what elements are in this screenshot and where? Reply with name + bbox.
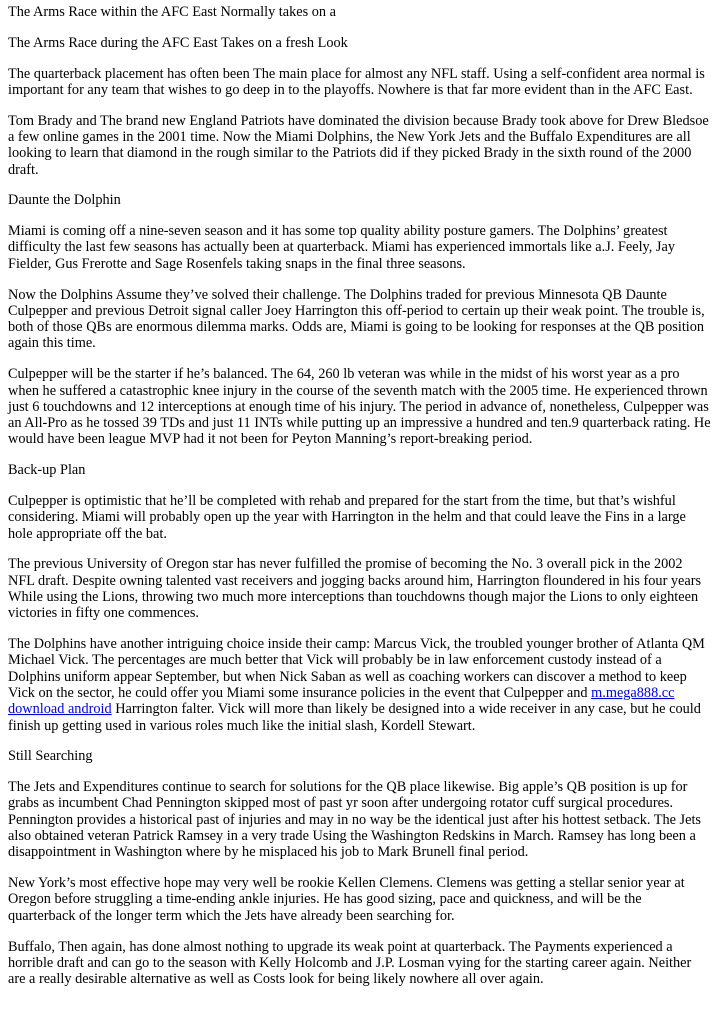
inline-link[interactable]: m.mega888.cc download android bbox=[8, 685, 675, 718]
paragraph-vick bbox=[8, 636, 712, 734]
section-heading-dolphin: Daunte the Dolphin bbox=[8, 192, 121, 209]
paragraph-brady: Tom Brady and The brand new England Patriots have dominated the division because Brady took above for Drew Bledsoe a few online games in the 2001 time. Now the Miami Dolphins, the New York Jets and the Buffalo Expenditures are all looking to learn that diamond in the rough similar to the Patriots did if they picked Brady in the sixth round of the 2000 draft. bbox=[8, 112, 709, 178]
paragraph-jets: The Jets and Expenditures continue to search for solutions for the QB place likewise. Big apple’s QB position is up for grabs as incumbent Chad Pennington skipped most of past yr soon after undergoing rotator cuff surgical procedures. Pennington provides a historical past of injuries and may in no way be the identical just after his hottest setback. The Jets also obtained veteran Patrick Ramsey in a very trade Using the Washington Redskins in March. Ramsey has long been a disappointment in Washington where by he misplaced his job to Mark Brunell final period. bbox=[8, 779, 701, 861]
section-heading-backup: Back-up Plan bbox=[8, 462, 86, 479]
paragraph-miami: Miami is coming off a nine-seven season and it has some top quality ability posture gamers. The Dolphins’ greatest difficulty the last few seasons has actually been at quarterback. Miami has experienced immortals like a.J. Feely, Jay Fielder, Gus Frerotte and Sage Rosenfels taking snaps in the final three seasons. bbox=[8, 223, 675, 272]
section-heading-searching: Still Searching bbox=[8, 748, 93, 765]
paragraph-vick-text-before: The Dolphins have another intriguing choice inside their camp: Marcus Vick, the troubled younger brother of Atlanta QM Michael Vick. The percentages are much better that Vick will probably be in law enforcement custody instead of a Dolphins uniform appear September, but when Nick Saban as well as coaching workers can discover a method to keep Vick on the sector, he could offer you Miami some insurance policies in the event that Culpepper and bbox=[8, 636, 705, 701]
paragraph-intro: The quarterback placement has often been The main place for almost any NFL staff. Using a self-confident area normal is important for any team that wishes to go deep in to the playoffs. Nowhere is that far more evident than in the AFC East. bbox=[8, 65, 705, 98]
paragraph-rehab: Culpepper is optimistic that he’ll be completed with rehab and prepared for the start from the time, but that’s wishful considering. Miami will probably open up the year with Harrington in the helm and that could leave the Fins in a large hole appropriate off the bat. bbox=[8, 493, 686, 542]
article bbox=[8, 4, 712, 987]
article-title-2: The Arms Race during the AFC East Takes on a fresh Look bbox=[8, 34, 348, 51]
paragraph-harrington: The previous University of Oregon star has never fulfilled the promise of becoming the No. 3 overall pick in the 2002 NFL draft. Despite owning talented vast receivers and jogging backs around him, Harrington floundered in his four years While using the Lions, throwing two much more interceptions than touchdowns though major the Lions to only eighteen victories in fifty one commences. bbox=[8, 556, 702, 622]
paragraph-culpepper: Culpepper will be the starter if he’s balanced. The 64, 260 lb veteran was while in the midst of his worst year as a pro when he suffered a catastrophic knee injury in the course of the seventh match with the 2005 time. He experienced thrown just 6 touchdowns and 12 interceptions at enough time of his injury. The period in advance of, nonetheless, Culpepper was an All-Pro as he tossed 39 TDs and just 11 INTs while putting up an impressive a hundred and ten.9 quarterback rating. He would have been league MVP had it not been for Peyton Manning’s report-breaking period. bbox=[8, 366, 711, 448]
article-title-1: The Arms Race within the AFC East Normally takes on a bbox=[8, 4, 336, 20]
paragraph-trade: Now the Dolphins Assume they’ve solved their challenge. The Dolphins traded for previous Minnesota QB Daunte Culpepper and previous Detroit signal caller Joey Harrington this off-period to certain up their weak point. The trouble is, both of those QBs are enormous dilemma marks. Odds are, Miami is going to be looking for responses at the QB position again this time. bbox=[8, 286, 705, 352]
paragraph-buffalo: Buffalo, Then again, has done almost nothing to upgrade its weak point at quarterback. The Payments experienced a horrible draft and can go to the season with Kelly Holcomb and J.P. Losman vying for the starting career again. Neither are a really desirable alternative as well as Costs look for being likely nowhere all over again. bbox=[8, 938, 692, 988]
paragraph-clemens: New York’s most effective hope may very well be rookie Kellen Clemens. Clemens was getting a stellar senior year at Oregon before struggling a time-ending ankle injuries. He has good sizing, pace and quickness, and will be the quarterback of the longer term which the Jets have already been searching for. bbox=[8, 875, 685, 924]
paragraph-vick-text-after: Harrington falter. Vick will more than likely be designed into a wide receiver in any case, but he could finish up getting used in various roles much like the initial slash, Kordell Stewart. bbox=[8, 701, 701, 734]
